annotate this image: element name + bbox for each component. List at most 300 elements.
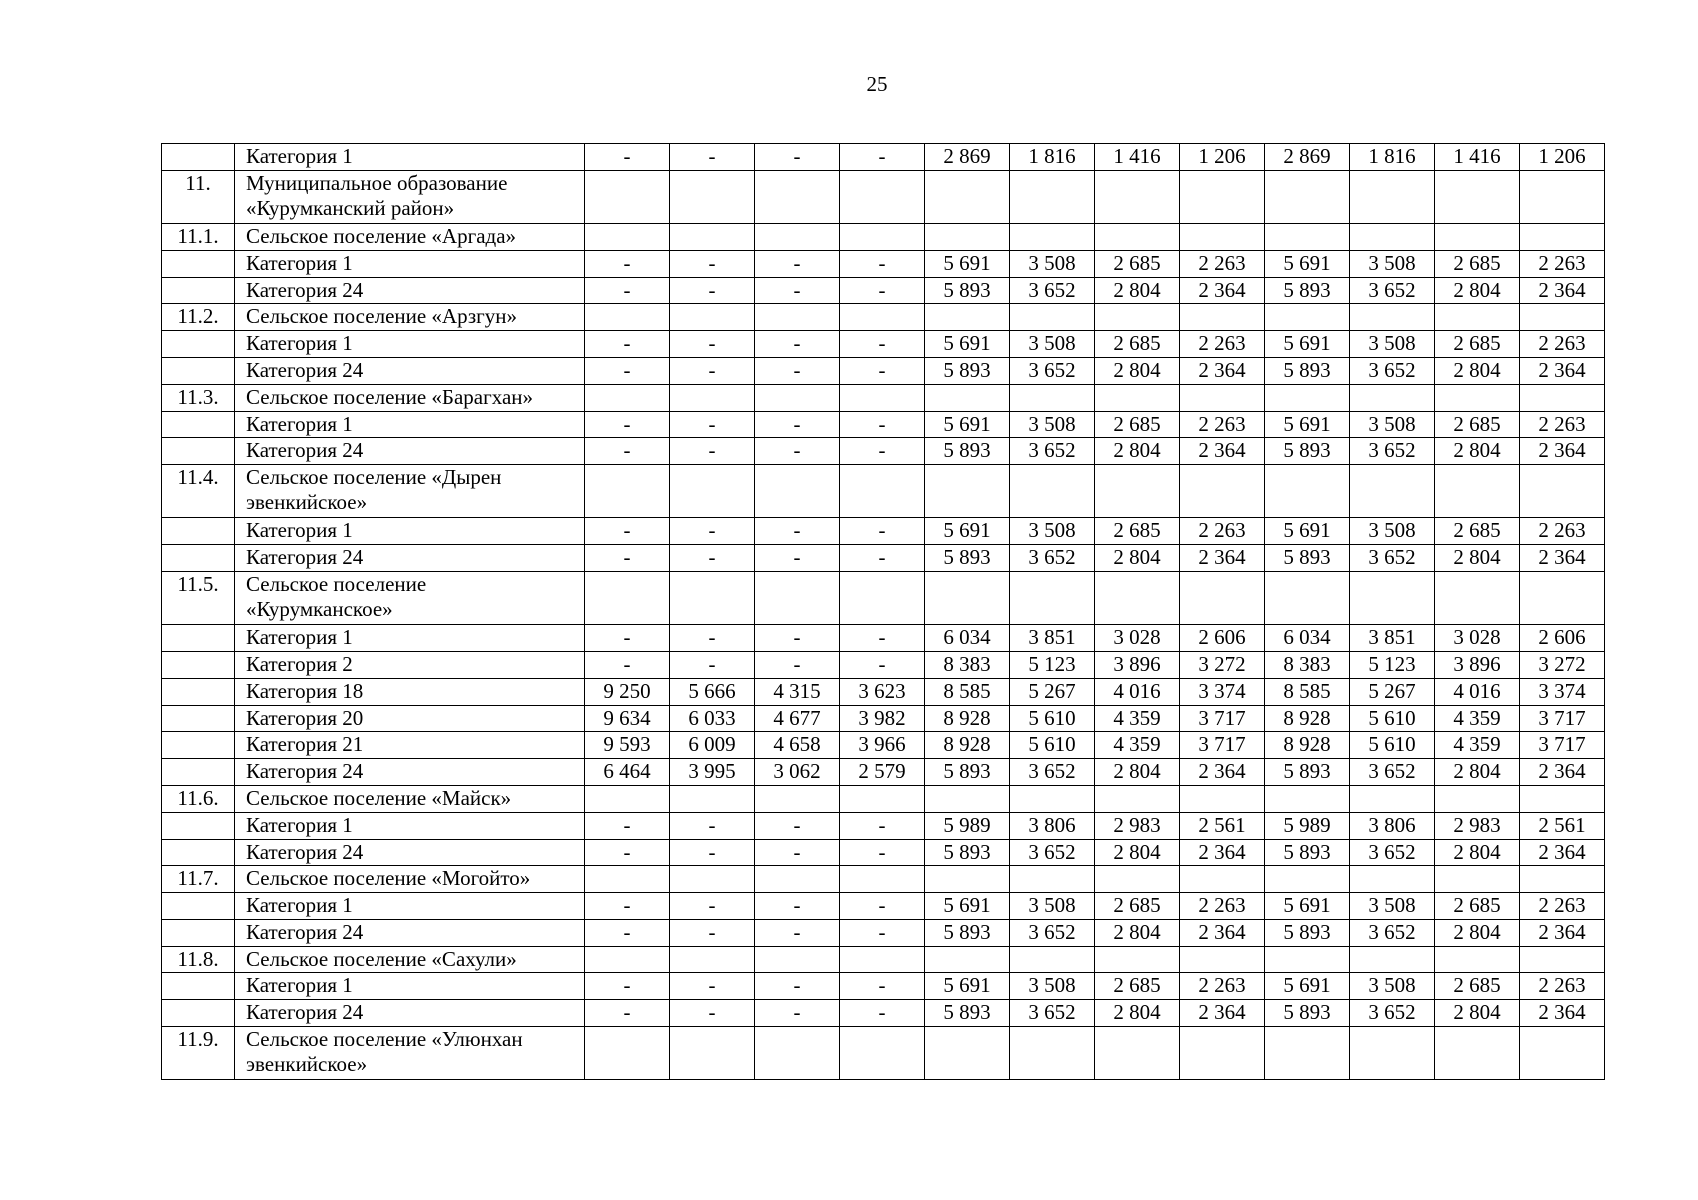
- value-cell: 9 593: [585, 732, 670, 759]
- value-cell: 3 982: [840, 705, 925, 732]
- value-cell: 2 364: [1520, 1000, 1605, 1027]
- value-cell: [1350, 223, 1435, 250]
- value-cell: [585, 785, 670, 812]
- value-cell: 2 364: [1520, 438, 1605, 465]
- value-cell: [1435, 866, 1520, 893]
- value-cell: [1435, 946, 1520, 973]
- row-number: 11.7.: [162, 866, 235, 893]
- value-cell: 2 263: [1520, 518, 1605, 545]
- row-number: 11.9.: [162, 1027, 235, 1080]
- row-name: Категория 1: [235, 250, 585, 277]
- value-cell: 2 364: [1180, 438, 1265, 465]
- value-cell: 2 364: [1180, 919, 1265, 946]
- value-cell: 5 893: [925, 839, 1010, 866]
- value-cell: 2 869: [925, 144, 1010, 171]
- row-number: 11.8.: [162, 946, 235, 973]
- row-name: Категория 1: [235, 625, 585, 652]
- value-cell: -: [755, 839, 840, 866]
- value-cell: -: [670, 331, 755, 358]
- value-cell: [1095, 223, 1180, 250]
- value-cell: 6 009: [670, 732, 755, 759]
- value-cell: 4 315: [755, 678, 840, 705]
- value-cell: -: [585, 144, 670, 171]
- value-cell: 3 508: [1010, 331, 1095, 358]
- row-name: Сельское поселение «Арзгун»: [235, 304, 585, 331]
- value-cell: 3 652: [1350, 545, 1435, 572]
- value-cell: -: [670, 518, 755, 545]
- table-row: [162, 705, 1605, 732]
- value-cell: 3 508: [1010, 518, 1095, 545]
- value-cell: 2 579: [840, 759, 925, 786]
- value-cell: 6 464: [585, 759, 670, 786]
- row-number: 11.6.: [162, 785, 235, 812]
- value-cell: [670, 223, 755, 250]
- value-cell: -: [585, 438, 670, 465]
- value-cell: -: [840, 973, 925, 1000]
- value-cell: [670, 946, 755, 973]
- row-number: 11.3.: [162, 384, 235, 411]
- table-row: [162, 571, 1605, 624]
- value-cell: [585, 304, 670, 331]
- value-cell: 2 983: [1095, 812, 1180, 839]
- value-cell: -: [840, 1000, 925, 1027]
- table-row: [162, 651, 1605, 678]
- value-cell: 2 606: [1180, 625, 1265, 652]
- row-name: Сельское поселение «Аргада»: [235, 223, 585, 250]
- value-cell: 4 677: [755, 705, 840, 732]
- row-name: Сельское поселение «Сахули»: [235, 946, 585, 973]
- value-cell: 8 928: [1265, 732, 1350, 759]
- value-cell: [1265, 866, 1350, 893]
- value-cell: -: [840, 357, 925, 384]
- value-cell: [840, 866, 925, 893]
- value-cell: 8 585: [925, 678, 1010, 705]
- value-cell: -: [755, 973, 840, 1000]
- value-cell: [1265, 571, 1350, 624]
- value-cell: 2 804: [1095, 919, 1180, 946]
- value-cell: -: [755, 518, 840, 545]
- value-cell: -: [670, 545, 755, 572]
- value-cell: 2 364: [1520, 919, 1605, 946]
- value-cell: [755, 571, 840, 624]
- value-cell: [1010, 571, 1095, 624]
- table-row: [162, 304, 1605, 331]
- row-name: Категория 24: [235, 1000, 585, 1027]
- value-cell: -: [755, 250, 840, 277]
- table-row: [162, 331, 1605, 358]
- value-cell: 6 033: [670, 705, 755, 732]
- value-cell: 2 685: [1095, 411, 1180, 438]
- value-cell: -: [840, 893, 925, 920]
- value-cell: [1095, 384, 1180, 411]
- value-cell: 1 416: [1095, 144, 1180, 171]
- value-cell: 3 652: [1010, 438, 1095, 465]
- value-cell: [1435, 384, 1520, 411]
- value-cell: [1520, 1027, 1605, 1080]
- value-cell: 2 804: [1435, 839, 1520, 866]
- value-cell: 4 658: [755, 732, 840, 759]
- value-cell: -: [755, 545, 840, 572]
- row-name: Категория 24: [235, 759, 585, 786]
- value-cell: 3 652: [1350, 759, 1435, 786]
- value-cell: [755, 384, 840, 411]
- value-cell: [670, 571, 755, 624]
- value-cell: -: [670, 651, 755, 678]
- value-cell: -: [670, 839, 755, 866]
- value-cell: [1265, 170, 1350, 223]
- value-cell: 3 508: [1350, 518, 1435, 545]
- table-row: [162, 893, 1605, 920]
- value-cell: -: [585, 893, 670, 920]
- value-cell: -: [755, 438, 840, 465]
- row-number: [162, 839, 235, 866]
- value-cell: 2 364: [1180, 759, 1265, 786]
- value-cell: [1010, 223, 1095, 250]
- value-cell: 1 206: [1520, 144, 1605, 171]
- page-number: 25: [866, 72, 888, 96]
- value-cell: 3 508: [1010, 973, 1095, 1000]
- value-cell: 3 374: [1520, 678, 1605, 705]
- row-number: [162, 812, 235, 839]
- value-cell: -: [840, 812, 925, 839]
- value-cell: 3 966: [840, 732, 925, 759]
- value-cell: [1180, 304, 1265, 331]
- value-cell: 3 717: [1520, 705, 1605, 732]
- table-row: [162, 785, 1605, 812]
- value-cell: 3 623: [840, 678, 925, 705]
- row-name: Муниципальное образование «Курумканский район»: [235, 170, 585, 223]
- row-number: [162, 411, 235, 438]
- value-cell: 2 263: [1520, 973, 1605, 1000]
- value-cell: 3 508: [1010, 893, 1095, 920]
- row-number: [162, 893, 235, 920]
- row-number: [162, 518, 235, 545]
- row-number: [162, 919, 235, 946]
- value-cell: -: [840, 545, 925, 572]
- value-cell: 3 652: [1010, 919, 1095, 946]
- value-cell: [1350, 304, 1435, 331]
- row-name: Категория 1: [235, 331, 585, 358]
- value-cell: [670, 785, 755, 812]
- row-name: Категория 2: [235, 651, 585, 678]
- value-cell: 2 685: [1435, 893, 1520, 920]
- value-cell: 5 267: [1010, 678, 1095, 705]
- row-name: Категория 21: [235, 732, 585, 759]
- value-cell: [1095, 304, 1180, 331]
- table-row: [162, 919, 1605, 946]
- value-cell: 5 893: [1265, 277, 1350, 304]
- value-cell: 2 804: [1095, 1000, 1180, 1027]
- value-cell: 6 034: [1265, 625, 1350, 652]
- value-cell: 3 508: [1350, 411, 1435, 438]
- value-cell: 3 851: [1010, 625, 1095, 652]
- value-cell: 2 263: [1520, 331, 1605, 358]
- value-cell: [755, 465, 840, 518]
- value-cell: 8 928: [1265, 705, 1350, 732]
- value-cell: 4 359: [1435, 705, 1520, 732]
- value-cell: 3 652: [1010, 1000, 1095, 1027]
- value-cell: 5 691: [1265, 411, 1350, 438]
- value-cell: 1 816: [1010, 144, 1095, 171]
- value-cell: 5 691: [925, 331, 1010, 358]
- value-cell: -: [755, 144, 840, 171]
- table-row: [162, 973, 1605, 1000]
- value-cell: 2 685: [1435, 518, 1520, 545]
- row-name: Категория 1: [235, 973, 585, 1000]
- value-cell: -: [840, 839, 925, 866]
- table-row: [162, 465, 1605, 518]
- value-cell: 5 123: [1350, 651, 1435, 678]
- value-cell: 3 652: [1010, 759, 1095, 786]
- value-cell: -: [670, 625, 755, 652]
- value-cell: -: [755, 1000, 840, 1027]
- value-cell: [840, 223, 925, 250]
- row-number: 11.: [162, 170, 235, 223]
- table-row: [162, 678, 1605, 705]
- value-cell: 3 851: [1350, 625, 1435, 652]
- value-cell: 3 652: [1350, 277, 1435, 304]
- value-cell: [1180, 1027, 1265, 1080]
- value-cell: [925, 866, 1010, 893]
- value-cell: 5 893: [925, 438, 1010, 465]
- value-cell: 2 804: [1095, 759, 1180, 786]
- value-cell: -: [755, 277, 840, 304]
- row-number: [162, 1000, 235, 1027]
- value-cell: [840, 170, 925, 223]
- value-cell: -: [840, 651, 925, 678]
- value-cell: 5 989: [1265, 812, 1350, 839]
- value-cell: 3 508: [1350, 331, 1435, 358]
- value-cell: 8 585: [1265, 678, 1350, 705]
- value-cell: [1180, 946, 1265, 973]
- value-cell: [1435, 785, 1520, 812]
- value-cell: -: [585, 839, 670, 866]
- value-cell: -: [585, 651, 670, 678]
- value-cell: [1010, 785, 1095, 812]
- value-cell: [925, 223, 1010, 250]
- value-cell: [1350, 465, 1435, 518]
- value-cell: [670, 1027, 755, 1080]
- value-cell: -: [585, 411, 670, 438]
- row-number: 11.5.: [162, 571, 235, 624]
- value-cell: [1520, 785, 1605, 812]
- value-cell: 2 606: [1520, 625, 1605, 652]
- row-number: 11.2.: [162, 304, 235, 331]
- value-cell: -: [670, 277, 755, 304]
- value-cell: [1265, 465, 1350, 518]
- value-cell: [840, 465, 925, 518]
- value-cell: 2 804: [1435, 759, 1520, 786]
- value-cell: 2 804: [1435, 277, 1520, 304]
- row-name: Сельское поселение «Майск»: [235, 785, 585, 812]
- value-cell: -: [840, 438, 925, 465]
- value-cell: 3 652: [1010, 839, 1095, 866]
- value-cell: 2 685: [1095, 250, 1180, 277]
- value-cell: 2 263: [1180, 518, 1265, 545]
- value-cell: [925, 1027, 1010, 1080]
- value-cell: 5 691: [925, 518, 1010, 545]
- value-cell: -: [585, 973, 670, 1000]
- value-cell: [670, 866, 755, 893]
- value-cell: [1180, 384, 1265, 411]
- table-row: [162, 866, 1605, 893]
- value-cell: [670, 384, 755, 411]
- value-cell: 2 685: [1435, 331, 1520, 358]
- value-cell: [1435, 465, 1520, 518]
- value-cell: -: [670, 919, 755, 946]
- table-row: [162, 1027, 1605, 1080]
- value-cell: 2 263: [1520, 893, 1605, 920]
- value-cell: 2 364: [1180, 277, 1265, 304]
- value-cell: [840, 384, 925, 411]
- value-cell: -: [585, 250, 670, 277]
- value-cell: 5 666: [670, 678, 755, 705]
- value-cell: 5 267: [1350, 678, 1435, 705]
- value-cell: -: [670, 438, 755, 465]
- value-cell: -: [585, 919, 670, 946]
- value-cell: 5 893: [925, 919, 1010, 946]
- value-cell: [925, 465, 1010, 518]
- value-cell: 2 685: [1095, 331, 1180, 358]
- value-cell: 2 561: [1520, 812, 1605, 839]
- value-cell: 1 816: [1350, 144, 1435, 171]
- tariff-table: [161, 143, 1605, 1080]
- value-cell: 5 893: [925, 277, 1010, 304]
- value-cell: 5 691: [1265, 893, 1350, 920]
- value-cell: [585, 1027, 670, 1080]
- value-cell: [925, 946, 1010, 973]
- value-cell: -: [585, 545, 670, 572]
- value-cell: [1520, 465, 1605, 518]
- row-name: Категория 24: [235, 438, 585, 465]
- value-cell: 3 028: [1095, 625, 1180, 652]
- row-name: Категория 1: [235, 518, 585, 545]
- value-cell: -: [585, 812, 670, 839]
- value-cell: -: [755, 357, 840, 384]
- value-cell: 2 983: [1435, 812, 1520, 839]
- value-cell: 5 989: [925, 812, 1010, 839]
- value-cell: [1435, 571, 1520, 624]
- value-cell: 8 928: [925, 732, 1010, 759]
- value-cell: 5 893: [1265, 1000, 1350, 1027]
- value-cell: [585, 866, 670, 893]
- value-cell: 9 250: [585, 678, 670, 705]
- row-number: [162, 277, 235, 304]
- value-cell: [1350, 946, 1435, 973]
- value-cell: 3 374: [1180, 678, 1265, 705]
- value-cell: -: [755, 919, 840, 946]
- table-row: [162, 250, 1605, 277]
- row-name: Сельское поселение «Барагхан»: [235, 384, 585, 411]
- value-cell: 2 364: [1520, 357, 1605, 384]
- value-cell: [1095, 1027, 1180, 1080]
- value-cell: [1435, 304, 1520, 331]
- row-number: [162, 144, 235, 171]
- value-cell: [1010, 866, 1095, 893]
- value-cell: [925, 170, 1010, 223]
- value-cell: -: [585, 277, 670, 304]
- value-cell: -: [755, 893, 840, 920]
- value-cell: [1010, 1027, 1095, 1080]
- row-number: 11.1.: [162, 223, 235, 250]
- value-cell: 3 652: [1350, 919, 1435, 946]
- row-name: Категория 20: [235, 705, 585, 732]
- value-cell: 2 263: [1520, 411, 1605, 438]
- value-cell: 3 508: [1350, 250, 1435, 277]
- value-cell: [1180, 866, 1265, 893]
- row-number: [162, 438, 235, 465]
- value-cell: 8 383: [925, 651, 1010, 678]
- row-name: Категория 24: [235, 357, 585, 384]
- value-cell: [585, 946, 670, 973]
- value-cell: 5 893: [1265, 438, 1350, 465]
- value-cell: -: [585, 1000, 670, 1027]
- value-cell: [1520, 170, 1605, 223]
- table-row: [162, 946, 1605, 973]
- value-cell: [1010, 384, 1095, 411]
- value-cell: 5 893: [1265, 919, 1350, 946]
- value-cell: [1520, 384, 1605, 411]
- value-cell: 2 364: [1520, 759, 1605, 786]
- value-cell: [840, 946, 925, 973]
- value-cell: 3 806: [1010, 812, 1095, 839]
- table-row: [162, 1000, 1605, 1027]
- row-name: Сельское поселение «Могойто»: [235, 866, 585, 893]
- value-cell: [1095, 465, 1180, 518]
- value-cell: [1350, 571, 1435, 624]
- value-cell: [585, 223, 670, 250]
- table-row: [162, 438, 1605, 465]
- value-cell: 2 364: [1180, 545, 1265, 572]
- value-cell: [1180, 465, 1265, 518]
- value-cell: 2 804: [1435, 1000, 1520, 1027]
- value-cell: 3 896: [1435, 651, 1520, 678]
- value-cell: 2 561: [1180, 812, 1265, 839]
- value-cell: 5 691: [925, 250, 1010, 277]
- value-cell: [925, 571, 1010, 624]
- row-number: [162, 250, 235, 277]
- value-cell: [1265, 223, 1350, 250]
- value-cell: 5 610: [1010, 732, 1095, 759]
- value-cell: 2 869: [1265, 144, 1350, 171]
- value-cell: 2 263: [1180, 411, 1265, 438]
- value-cell: 2 804: [1435, 919, 1520, 946]
- row-name: Категория 1: [235, 411, 585, 438]
- value-cell: [1180, 170, 1265, 223]
- value-cell: 5 691: [1265, 973, 1350, 1000]
- value-cell: 5 893: [1265, 545, 1350, 572]
- table-row: [162, 518, 1605, 545]
- value-cell: [925, 384, 1010, 411]
- table-row: [162, 384, 1605, 411]
- row-name: Категория 24: [235, 919, 585, 946]
- value-cell: 2 804: [1095, 357, 1180, 384]
- value-cell: [840, 571, 925, 624]
- value-cell: 3 272: [1180, 651, 1265, 678]
- value-cell: 4 016: [1095, 678, 1180, 705]
- value-cell: [1095, 785, 1180, 812]
- value-cell: 2 364: [1180, 839, 1265, 866]
- value-cell: 5 691: [925, 973, 1010, 1000]
- value-cell: 2 263: [1180, 973, 1265, 1000]
- row-number: [162, 973, 235, 1000]
- value-cell: 5 691: [1265, 331, 1350, 358]
- value-cell: [1010, 465, 1095, 518]
- value-cell: 3 652: [1010, 545, 1095, 572]
- value-cell: 3 508: [1010, 411, 1095, 438]
- value-cell: 2 685: [1095, 893, 1180, 920]
- value-cell: [1350, 785, 1435, 812]
